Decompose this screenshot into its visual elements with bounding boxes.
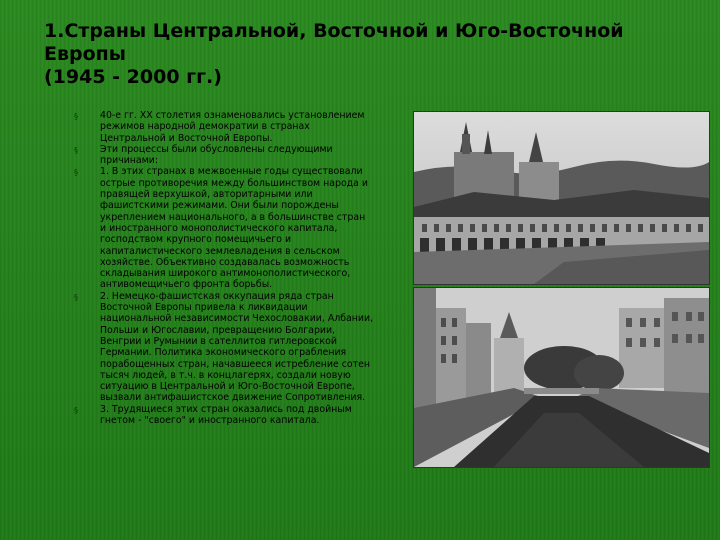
town-square-photo — [413, 111, 710, 285]
bullet-text: 2. Немецко-фашистская оккупация ряда стран Восточной Европы привела к ликвидации национальной независимости Чехословакии, Албании, Польши и Югославии, превращению Болгарии, Венгрии и Румынии в сателлитов гитлеровской Германии. Политика экономического ограбления порабощенных стран, начавшееся истребление сотен тысяч людей, в т.ч. в концлагерях, создали новую ситуацию в Центральной и Юго-Восточной Европе, вызвали антифашистское движение Сопротивления. — [100, 290, 374, 404]
bullet-item — [74, 110, 374, 144]
river-image — [414, 288, 709, 467]
slide-title — [44, 20, 684, 89]
bullet-list — [74, 110, 374, 426]
bullet-item — [74, 291, 374, 404]
bullet-item — [74, 404, 374, 427]
bullet-item — [74, 144, 374, 167]
title-line-1: 1.Страны Центральной, Восточной и Юго-Восточной — [44, 20, 624, 42]
bullet-text: 3. Трудящиеся этих стран оказались под двойным гнетом - "своего" и иностранного капитала. — [100, 403, 352, 427]
bullet-marker-icon: § — [74, 168, 78, 178]
town-square-image — [414, 112, 709, 284]
bullet-marker-icon: § — [74, 112, 78, 121]
river-photo — [413, 287, 710, 468]
title-line-2: Европы — [44, 43, 126, 65]
bullet-marker-icon: § — [74, 292, 78, 302]
bullet-text: 40-е гг. XX столетия ознаменовались установлением режимов народной демократии в странах Центральной и Восточной Европы. — [100, 110, 365, 144]
bullet-text: Эти процессы были обусловлены следующими причинами: — [100, 143, 333, 167]
bullet-marker-icon: § — [74, 405, 78, 415]
title-line-3: (1945 - 2000 гг.) — [44, 66, 222, 88]
bullet-item — [74, 166, 374, 290]
bullet-text: 1. В этих странах в межвоенные годы существовали острые противоречия между большинством народа и правящей верхушкой, авторитарными или фашистскими режимами. Они были порождены укреплением национального, а в большинстве стран и иностранного монополистического капитала, господством крупного помещичьего и капиталистического землевладения в сельском хозяйстве. Объективно создавалась возможность складывания широкого антимонополистического, антивомещичьего фронта борьбы. — [100, 166, 368, 291]
bullet-marker-icon: § — [74, 145, 78, 155]
